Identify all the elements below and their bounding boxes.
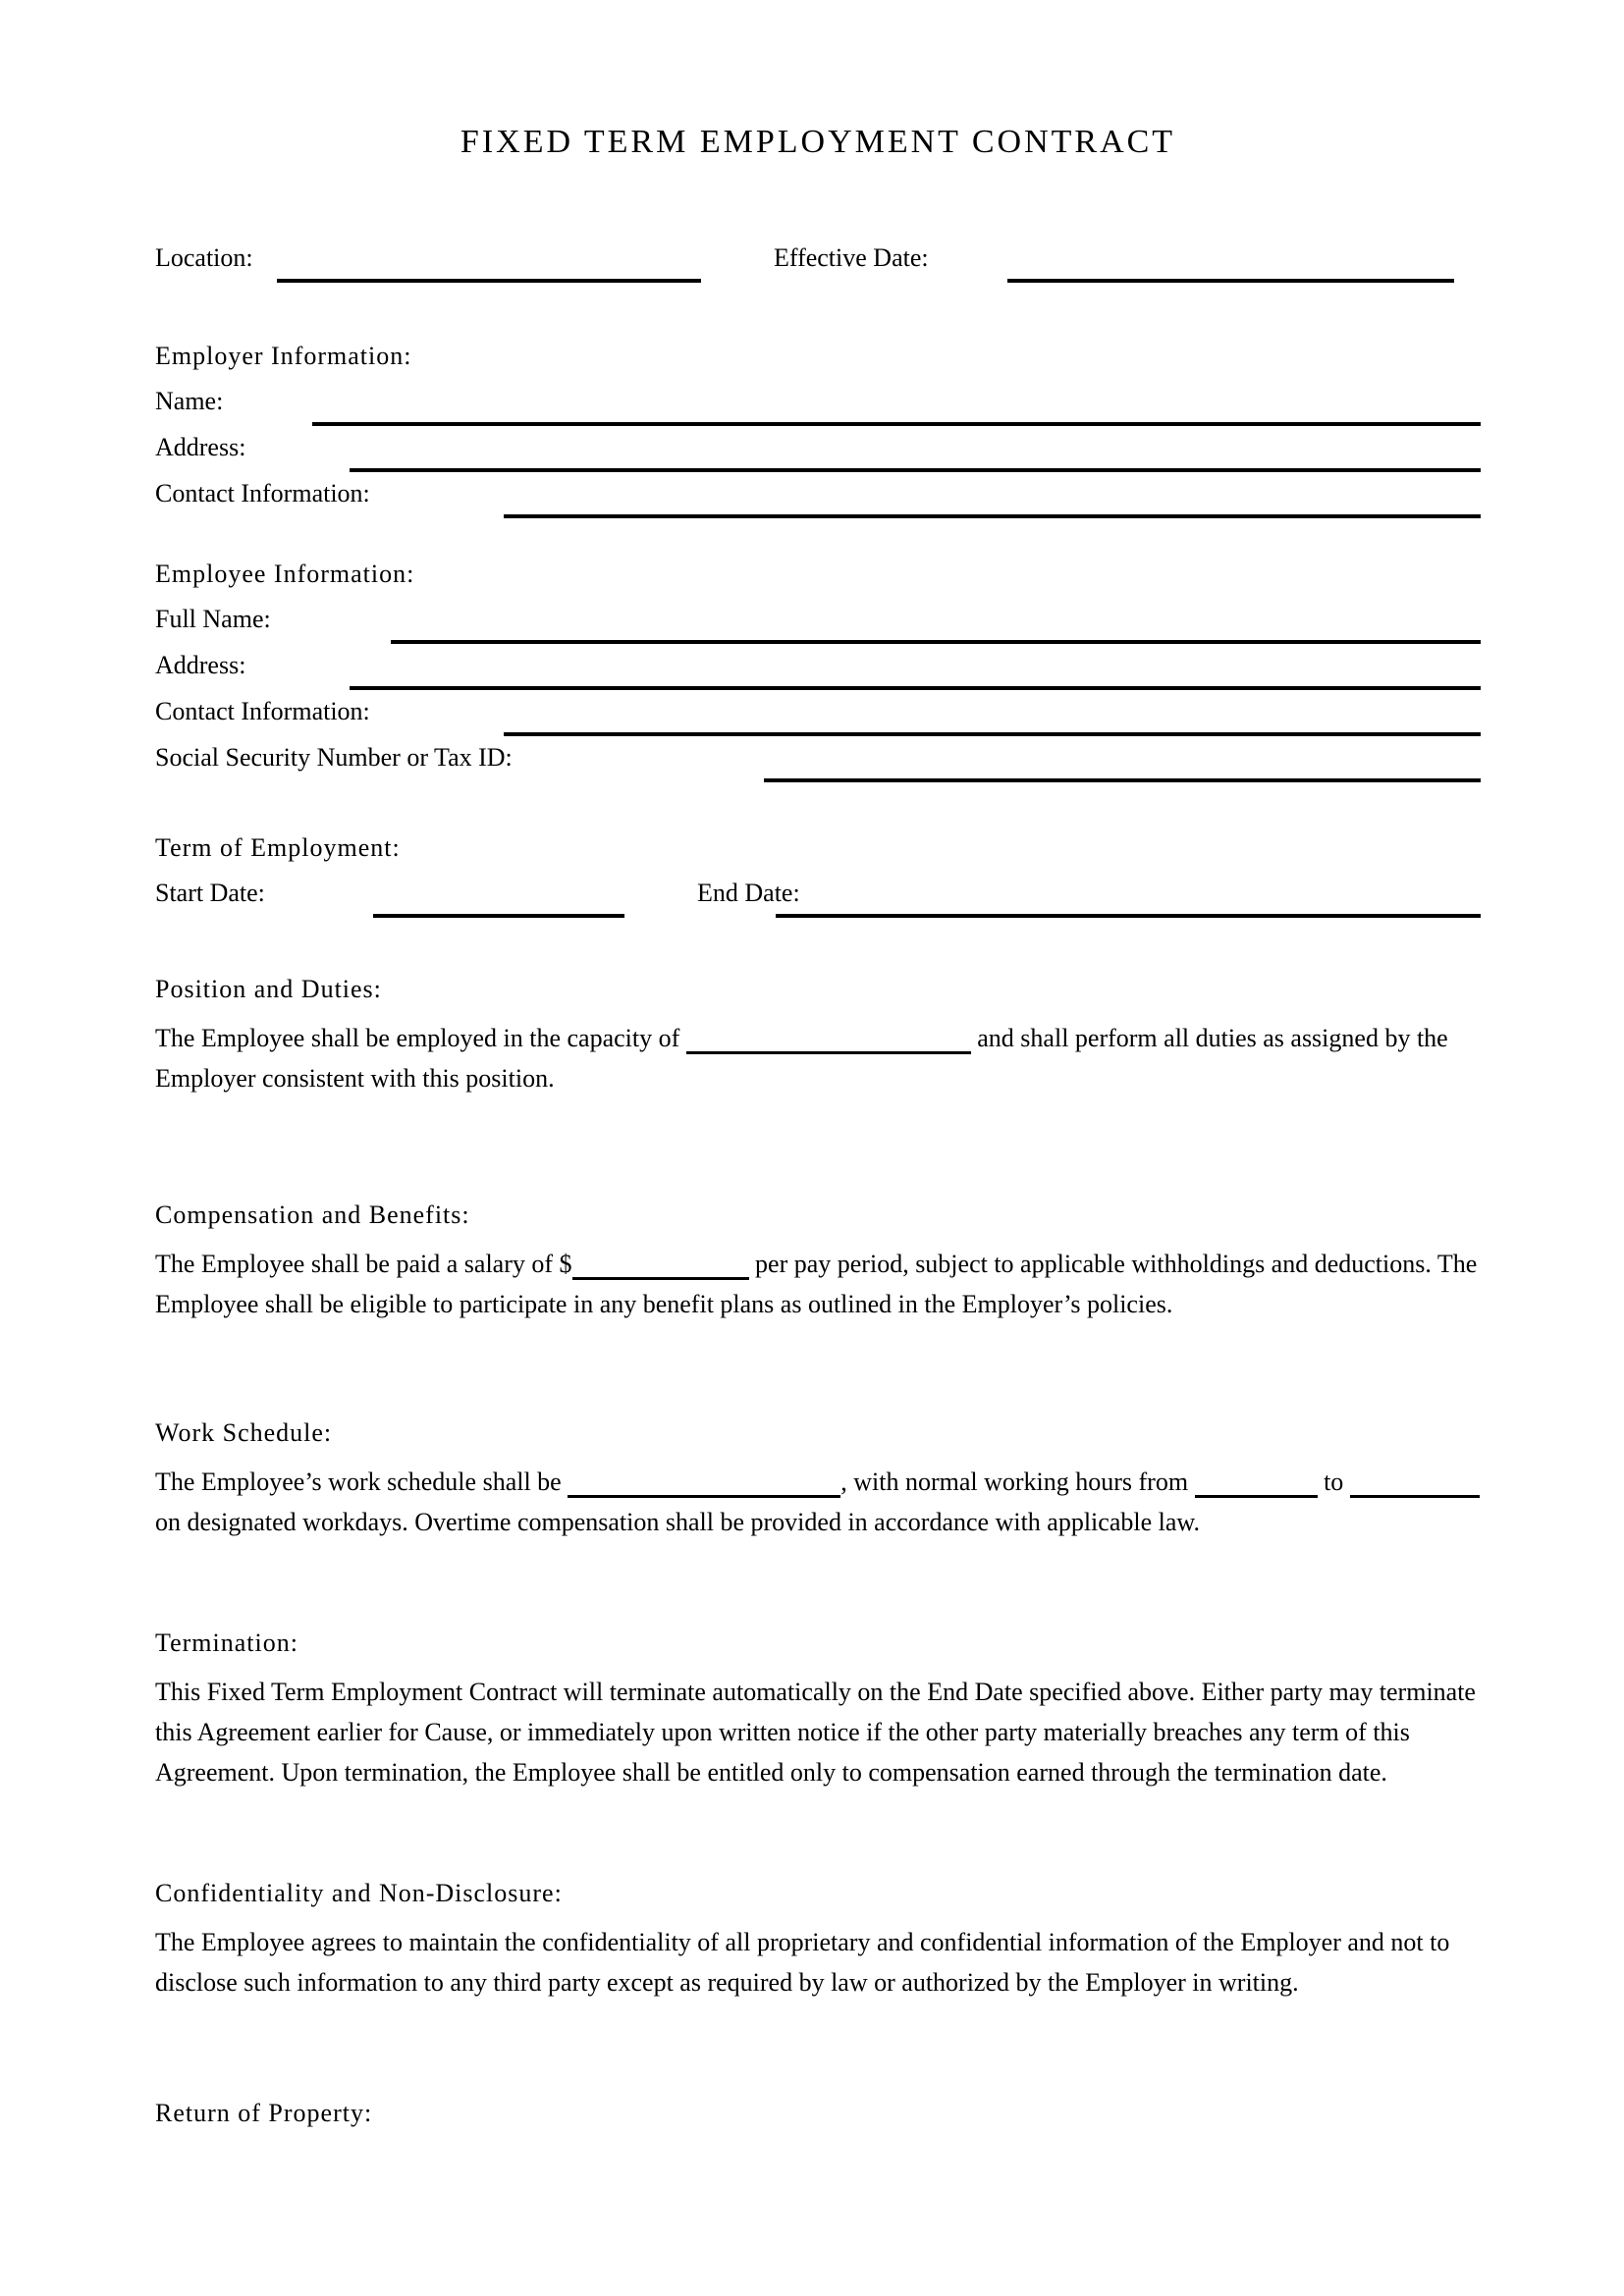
work-schedule-text-3: to: [1324, 1468, 1344, 1496]
employee-fullname-row: [155, 607, 1481, 634]
employee-address-underline: [350, 686, 1481, 690]
employee-ssn-underline: [764, 778, 1481, 782]
employee-contact-underline: [504, 732, 1481, 736]
position-paragraph: [155, 1018, 1481, 1098]
employee-address-label: Address:: [155, 651, 246, 679]
term-section-heading: Term of Employment:: [155, 833, 401, 862]
position-text-after: and shall perform all duties as assigned by the Employer consistent with this position.: [155, 1024, 1448, 1093]
employee-address-row: [155, 653, 1481, 680]
location-label: Location:: [155, 243, 253, 272]
employer-name-label: Name:: [155, 387, 224, 415]
employer-contact-row: [155, 481, 1481, 508]
employee-fullname-underline: [391, 640, 1481, 644]
compensation-text-after: per pay period, subject to applicable withholdings and deductions. The Employee shall be eligible to participate in any benefit plans as outlined in the Employer’s policies.: [155, 1250, 1478, 1318]
employer-contact-underline: [504, 514, 1481, 518]
employer-contact-label: Contact Information:: [155, 479, 370, 507]
return-of-property-section-heading: Return of Property:: [155, 2099, 373, 2127]
compensation-paragraph: [155, 1244, 1481, 1324]
employee-contact-label: Contact Information:: [155, 697, 370, 725]
hours-to-blank-line: [1350, 1469, 1480, 1498]
end-date-underline: [776, 914, 1481, 918]
start-date-label: Start Date:: [155, 879, 265, 907]
employer-address-row: [155, 435, 1481, 462]
employer-address-underline: [350, 468, 1481, 472]
position-text-before: The Employee shall be employed in the capacity of: [155, 1024, 680, 1052]
document-title: FIXED TERM EMPLOYMENT CONTRACT: [460, 124, 1176, 160]
top-fields-row: [155, 245, 1481, 273]
hours-from-blank-line: [1195, 1469, 1318, 1498]
termination-section-heading: Termination:: [155, 1629, 298, 1657]
termination-paragraph: This Fixed Term Employment Contract will terminate automatically on the End Date specified above. Either party may terminate this Agreement earlier for Cause, or immediately upon written notice if the other party materially breaches any term of this Agreement. Upon termination, the Employee shall be entitled only to compensation earned through the termination date.: [155, 1678, 1476, 1787]
work-schedule-text-1: The Employee’s work schedule shall be: [155, 1468, 562, 1496]
employer-address-label: Address:: [155, 433, 246, 461]
schedule-blank-line: [568, 1469, 840, 1498]
confidentiality-paragraph: The Employee agrees to maintain the confidentiality of all proprietary and confidential information of the Employer and not to disclose such information to any third party except as required by law or authorized by the Employer in writing.: [155, 1928, 1450, 1997]
work-schedule-paragraph: [155, 1462, 1481, 1542]
location-underline: [277, 279, 701, 283]
employee-fullname-label: Full Name:: [155, 605, 271, 633]
effective-date-underline: [1007, 279, 1454, 283]
employer-section-heading: Employer Information:: [155, 342, 412, 370]
end-date-label: End Date:: [697, 879, 800, 907]
employer-name-underline: [312, 422, 1481, 426]
start-date-underline: [373, 914, 624, 918]
employee-contact-row: [155, 699, 1481, 726]
compensation-text-before: The Employee shall be paid a salary of $: [155, 1250, 572, 1278]
effective-date-label: Effective Date:: [774, 243, 929, 272]
employer-name-row: [155, 389, 1481, 416]
position-blank-line: [686, 1026, 971, 1054]
salary-blank-line: [572, 1252, 749, 1280]
compensation-section-heading: Compensation and Benefits:: [155, 1201, 470, 1229]
work-schedule-text-4: on designated workdays. Overtime compensation shall be provided in accordance with applicable law.: [155, 1508, 1200, 1536]
confidentiality-section-heading: Confidentiality and Non-Disclosure:: [155, 1879, 563, 1907]
employee-section-heading: Employee Information:: [155, 560, 415, 588]
position-section-heading: Position and Duties:: [155, 975, 382, 1003]
work-schedule-section-heading: Work Schedule:: [155, 1418, 333, 1447]
employee-ssn-label: Social Security Number or Tax ID:: [155, 743, 513, 772]
work-schedule-text-2: , with normal working hours from: [840, 1468, 1189, 1496]
employee-ssn-row: [155, 745, 1481, 773]
term-dates-row: [155, 881, 1481, 908]
